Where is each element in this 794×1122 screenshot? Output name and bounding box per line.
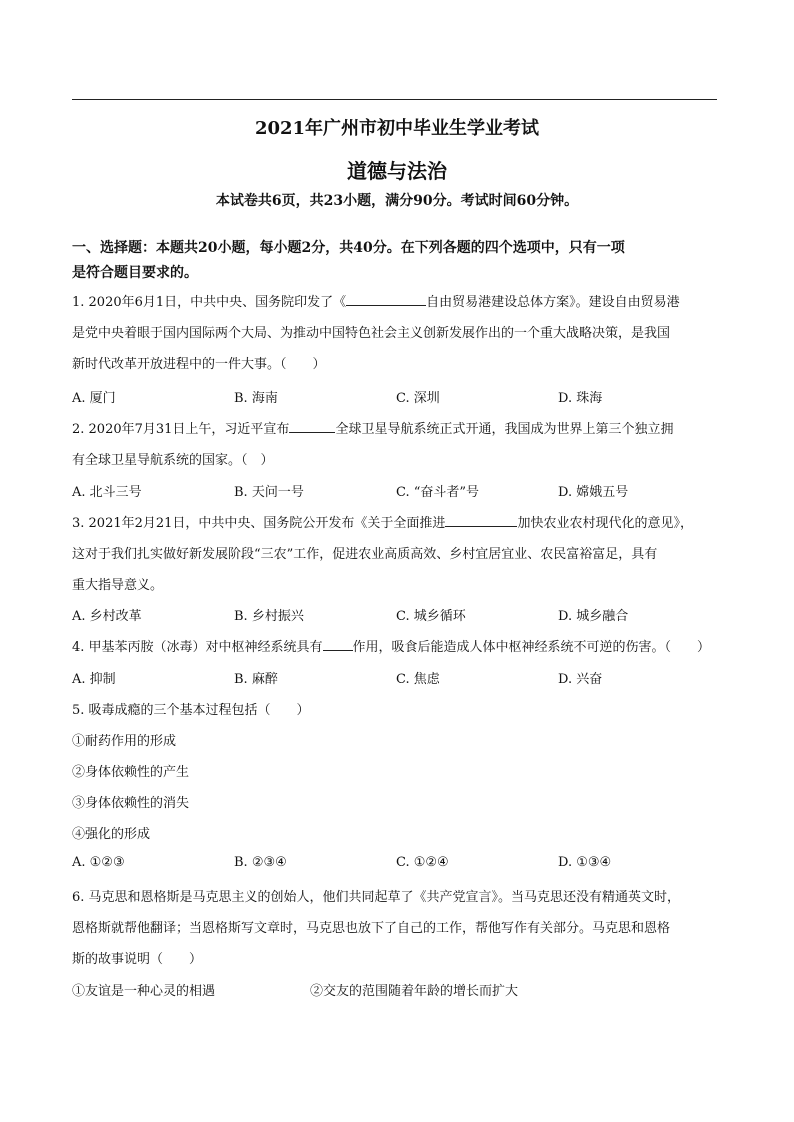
question-4-stem-line1: 4. 甲基苯丙胺（冰毒）对中枢神经系统具有 作用，吸食后能造成人体中枢神经系统不可逆的伤害。（ ）	[72, 636, 710, 655]
answer-blank	[346, 291, 426, 306]
question-2-stem-line1: 2. 2020年7月31日上午，习近平宣布 全球卫星导航系统正式开通，我国成为世界上第三个独立拥	[72, 418, 673, 437]
question-1-option-c: C. 深圳	[396, 391, 440, 406]
section-heading	[72, 236, 722, 286]
question-1-stem-line3: 新时代改革开放进程中的一件大事。（ ）	[72, 357, 326, 372]
question-1-stem-line2: 是党中央着眼于国内国际两个大局、为推动中国特色社会主义创新发展作出的一个重大战略决策，是我国	[72, 326, 671, 341]
question-5-option-a: A. ①②③	[72, 855, 125, 870]
question-6-stem-line3: 斯的故事说明（ ）	[72, 952, 203, 967]
question-5-stem: 5. 吸毒成瘾的三个基本过程包括（ ）	[72, 703, 310, 718]
question-3-option-a: A. 乡村改革	[72, 609, 142, 624]
answer-blank	[289, 418, 335, 433]
question-4-option-a: A. 抑制	[72, 672, 116, 687]
subject-title: 道德与法治	[347, 159, 447, 183]
question-2-option-c: C. “奋斗者”号	[396, 485, 480, 500]
question-3-option-c: C. 城乡循环	[396, 609, 466, 624]
question-2-stem-line2: 有全球卫星导航系统的国家。（ ）	[72, 453, 274, 468]
question-4-option-d: D. 兴奋	[558, 672, 603, 687]
question-5-item-1: ①耐药作用的形成	[72, 734, 177, 749]
question-3-stem-line3: 重大指导意义。	[72, 578, 164, 593]
question-2-option-b: B. 天问一号	[234, 485, 304, 500]
question-4-option-b: B. 麻醉	[234, 672, 278, 687]
question-4-option-c: C. 焦虑	[396, 672, 440, 687]
section-heading-line2: 是符合题目要求的。	[72, 265, 198, 281]
exam-title: 2021年广州市初中毕业生学业考试	[254, 118, 540, 139]
question-2-option-a: A. 北斗三号	[72, 485, 142, 500]
header-rule	[72, 99, 717, 100]
question-5-item-4: ④强化的形成	[72, 827, 151, 842]
question-5-option-c: C. ①②④	[396, 855, 449, 870]
question-6-item-1: ①友谊是一种心灵的相遇	[72, 984, 216, 999]
question-2-option-d: D. 嫦娥五号	[558, 485, 629, 500]
question-5-option-d: D. ①③④	[558, 855, 612, 870]
question-6-stem-line1: 6. 马克思和恩格斯是马克思主义的创始人，他们共同起草了《共产党宣言》。当马克思还没有精通英文时，	[72, 890, 681, 905]
exam-info: 本试卷共6页，共23小题，满分90分。考试时间60分钟。	[215, 193, 579, 209]
question-3-stem-line1: 3. 2021年2月21日，中共中央、国务院公开发布《关于全面推进 加快农业农村现代化的意见》，	[72, 512, 693, 531]
question-1-option-b: B. 海南	[234, 391, 278, 406]
answer-blank	[445, 512, 517, 527]
section-heading-line1: 一、选择题：本题共20小题，每小题2分，共40分。在下列各题的四个选项中，只有一项	[72, 240, 625, 256]
question-5-item-2: ②身体依赖性的产生	[72, 765, 190, 780]
question-5-item-3: ③身体依赖性的消失	[72, 796, 190, 811]
question-1-stem-line1: 1. 2020年6月1日，中共中央、国务院印发了《 自由贸易港建设总体方案》。建设自由贸易港	[72, 291, 680, 310]
answer-blank	[323, 636, 353, 651]
question-1-option-d: D. 珠海	[558, 391, 603, 406]
question-1-option-a: A. 厦门	[72, 391, 116, 406]
question-6-item-2: ②交友的范围随着年龄的增长而扩大	[310, 984, 519, 999]
question-5-option-b: B. ②③④	[234, 855, 287, 870]
question-3-option-b: B. 乡村振兴	[234, 609, 304, 624]
question-3-option-d: D. 城乡融合	[558, 609, 629, 624]
question-6-stem-line2: 恩格斯就帮他翻译；当恩格斯写文章时，马克思也放下了自己的工作，帮他写作有关部分。马克思和恩格	[72, 921, 671, 936]
question-3-stem-line2: 这对于我们扎实做好新发展阶段“三农”工作，促进农业高质高效、乡村宜居宜业、农民富裕富足，具有	[72, 547, 658, 562]
